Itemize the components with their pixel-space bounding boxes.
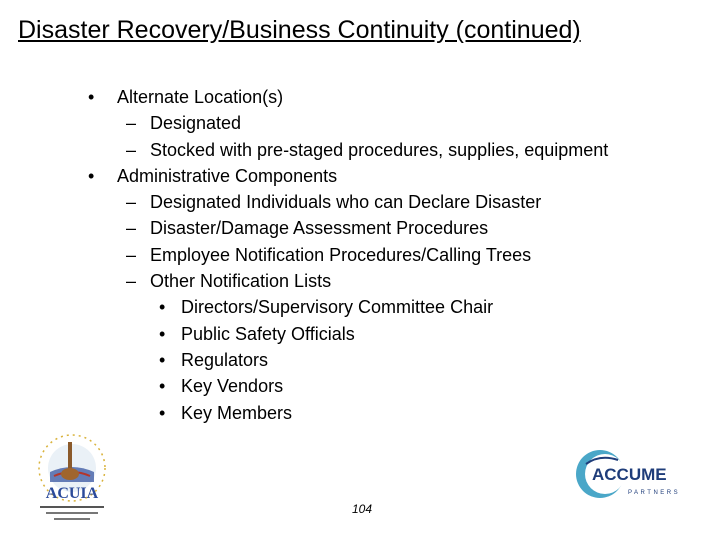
- bullet-text: Designated: [150, 113, 242, 134]
- bullet-list: [88, 84, 608, 426]
- bullet-marker: •: [159, 349, 166, 370]
- bullet-marker: •: [159, 297, 166, 318]
- bullet-item: [88, 242, 608, 268]
- bullet-text: Administrative Components: [117, 165, 338, 186]
- bullet-text: Key Vendors: [181, 376, 284, 397]
- bullet-item: [88, 84, 608, 110]
- bullet-item: [88, 373, 608, 399]
- bullet-item: [88, 110, 608, 136]
- bullet-marker: –: [126, 113, 137, 134]
- bullet-text: Other Notification Lists: [150, 271, 332, 292]
- bullet-text: Designated Individuals who can Declare Disaster: [150, 192, 542, 213]
- bullet-marker: –: [126, 218, 137, 239]
- bullet-item: [88, 268, 608, 294]
- bullet-text: Directors/Supervisory Committee Chair: [181, 297, 494, 318]
- bullet-item: [88, 137, 608, 163]
- svg-text:PARTNERS: PARTNERS: [628, 490, 681, 496]
- accume-partners-logo: [574, 446, 686, 502]
- bullet-marker: •: [88, 165, 95, 186]
- bullet-text: Public Safety Officials: [181, 323, 355, 344]
- bullet-text: Disaster/Damage Assessment Procedures: [150, 218, 489, 239]
- bullet-marker: •: [159, 402, 166, 423]
- bullet-item: [88, 400, 608, 426]
- bullet-marker: •: [159, 376, 166, 397]
- bullet-text: Key Members: [181, 402, 293, 423]
- bullet-item: [88, 321, 608, 347]
- page-number: 104: [352, 502, 373, 516]
- acuia-logo: [24, 432, 120, 524]
- bullet-item: [88, 347, 608, 373]
- bullet-item: [88, 215, 608, 241]
- svg-text:ACUIA: ACUIA: [45, 485, 99, 502]
- bullet-text: Stocked with pre-staged procedures, supplies, equipment: [150, 139, 609, 160]
- bullet-marker: –: [126, 244, 137, 265]
- bullet-marker: –: [126, 139, 137, 160]
- bullet-text: Employee Notification Procedures/Calling Trees: [150, 244, 532, 265]
- bullet-text: Regulators: [181, 349, 269, 370]
- bullet-item: [88, 163, 608, 189]
- bullet-item: [88, 189, 608, 215]
- bullet-text: Alternate Location(s): [117, 87, 284, 107]
- bullet-marker: •: [159, 323, 166, 344]
- bullet-marker: –: [126, 271, 137, 292]
- svg-text:ACCUME: ACCUME: [592, 465, 667, 484]
- bullet-marker: •: [88, 87, 95, 107]
- bullet-marker: –: [126, 192, 137, 213]
- bullet-item: [88, 294, 608, 320]
- slide-title: Disaster Recovery/Business Continuity (continued): [18, 16, 581, 44]
